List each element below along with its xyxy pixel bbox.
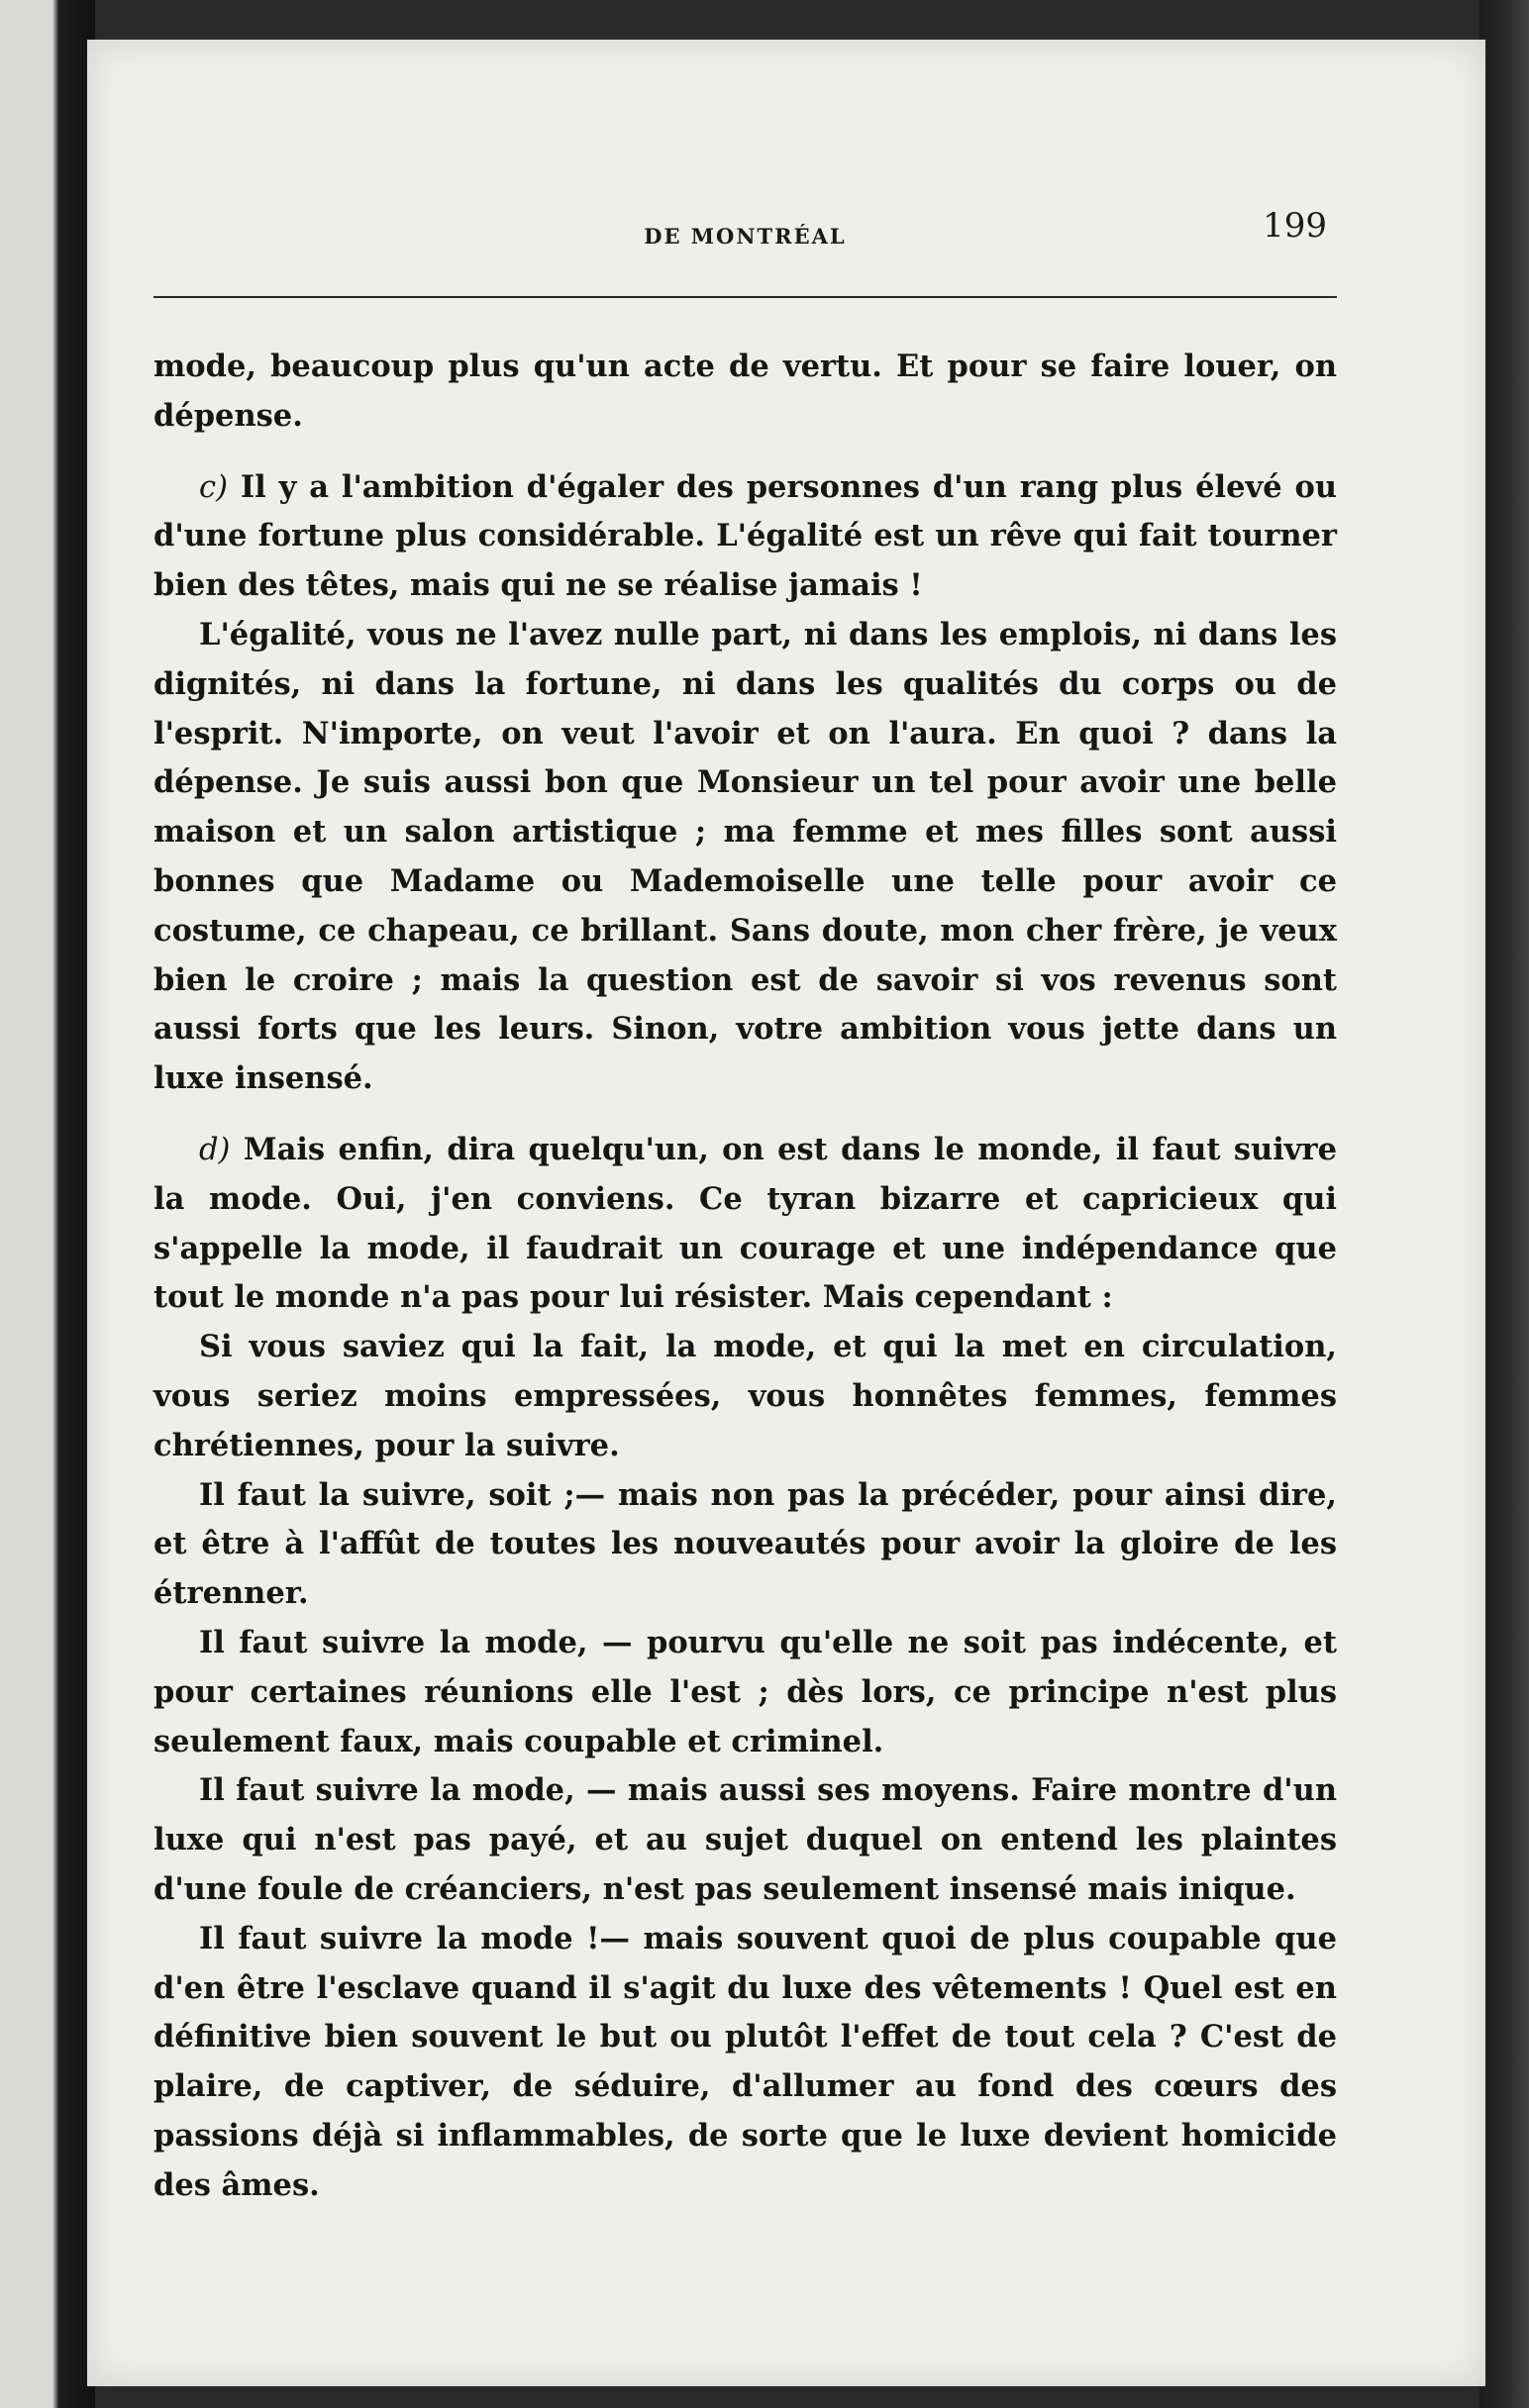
paragraph bbox=[153, 1471, 1337, 1619]
paragraph-text: L'égalité, vous ne l'avez nulle part, ni dans les emplois, ni dans les dignités, ni dans la fortune, ni dans les qualités du corps ou de l'esprit. N'importe, on veut l'avoir et on l'aura. En quoi ? dans la dépense. Je suis aussi bon que Monsieur un tel pour avoir une belle maison et un salon artistique ; ma femme et mes filles sont aussi bonnes que Madame ou Mademoiselle une telle pour avoir ce costume, ce chapeau, ce brillant. Sans doute, mon cher frère, je veux bien le croire ; mais la question est de savoir si vos revenus sont aussi forts que les leurs. Sinon, votre ambition vous jette dans un luxe insensé. bbox=[153, 616, 1337, 1097]
scan-right-edge bbox=[1479, 0, 1529, 2408]
body-text bbox=[153, 343, 1337, 2210]
paragraph-text: Il faut suivre la mode, — mais aussi ses moyens. Faire montre d'un luxe qui n'est pas payé, et au sujet duquel on entend les plaintes d'une foule de créanciers, n'est pas seulement insensé mais inique. bbox=[153, 1772, 1337, 1907]
paragraph bbox=[153, 1619, 1337, 1766]
page-number: 199 bbox=[1263, 206, 1327, 246]
paragraph-text: mode, beaucoup plus qu'un acte de vertu. Et pour se faire louer, on dépense. bbox=[153, 349, 1337, 434]
paragraph bbox=[153, 463, 1337, 611]
paragraph-label: d) bbox=[199, 1132, 231, 1167]
running-head bbox=[153, 184, 1337, 253]
paragraph-text: Il faut la suivre, soit ;— mais non pas la précéder, pour ainsi dire, et être à l'affût de toutes les nouveautés pour avoir la gloire de les étrenner. bbox=[153, 1476, 1337, 1612]
paragraph bbox=[153, 1915, 1337, 2211]
paragraph bbox=[153, 343, 1337, 442]
paragraph bbox=[153, 1766, 1337, 1914]
paragraph-text: Si vous saviez qui la fait, la mode, et qui la met en circulation, vous seriez moins empressées, vous honnêtes femmes, femmes chrétiennes, pour la suivre. bbox=[153, 1329, 1337, 1463]
paragraph-text: Il y a l'ambition d'égaler des personnes d'un rang plus élevé ou d'une fortune plus considérable. L'égalité est un rêve qui fait tourner bien des têtes, mais qui ne se réalise jamais ! bbox=[153, 468, 1337, 604]
running-title: DE MONTRÉAL bbox=[644, 224, 847, 249]
scan-binding-edge bbox=[0, 0, 95, 2408]
paragraph-text: Mais enfin, dira quelqu'un, on est dans le monde, il faut suivre la mode. Oui, j'en conviens. Ce tyran bizarre et capricieux qui s'appelle la mode, il faudrait un courage et une indépendance que tout le monde n'a pas pour lui résister. Mais cependant : bbox=[153, 1131, 1337, 1316]
paragraph bbox=[153, 1323, 1337, 1470]
paragraph-text: Il faut suivre la mode, — pourvu qu'elle ne soit pas indécente, et pour certaines réunions elle l'est ; dès lors, ce principe n'est plus seulement faux, mais coupable et criminel. bbox=[153, 1624, 1337, 1759]
header-rule bbox=[153, 296, 1337, 298]
paragraph bbox=[153, 611, 1337, 1104]
paragraph bbox=[153, 1126, 1337, 1323]
paragraph-label: c) bbox=[199, 469, 228, 505]
paragraph-text: Il faut suivre la mode !— mais souvent quoi de plus coupable que d'en être l'esclave quand il s'agit du luxe des vêtements ! Quel est en définitive bien souvent le but ou plutôt l'effet de tout cela ? C'est de plaire, de captiver, de séduire, d'allumer au fond des cœurs des passions déjà si inflammables, de sorte que le luxe devient homicide des âmes. bbox=[153, 1920, 1337, 2203]
